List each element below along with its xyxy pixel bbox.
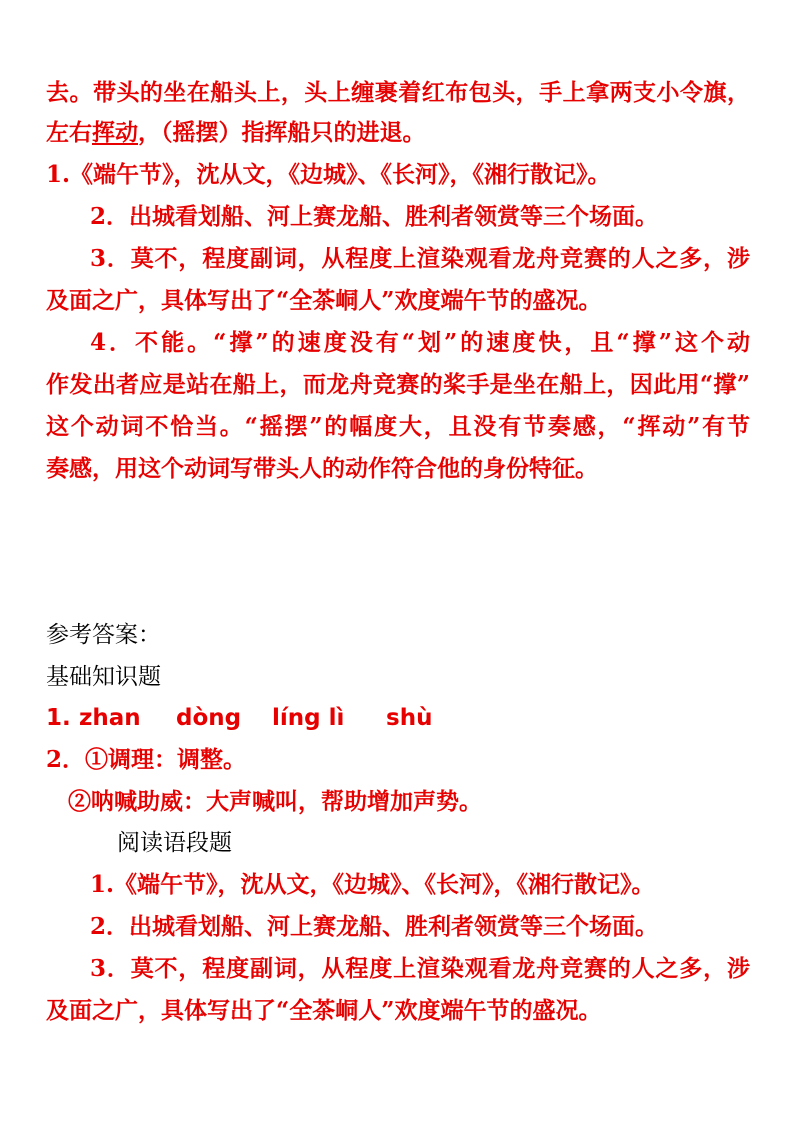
reading-answer-2: 2．出城看划船、河上赛龙船、胜利者领赏等三个场面。 <box>90 913 659 940</box>
underlined-word: 挥动 <box>92 119 138 146</box>
pinyin-word: shù <box>386 705 433 731</box>
text-fragment: 左右 <box>46 119 92 146</box>
answer-item-4-line: 这个动词不恰当。“摇摆”的幅度大，且没有节奏感，“挥动”有节 <box>46 413 750 440</box>
section-heading: 参考答案： <box>46 622 161 648</box>
answer-item-1: 1.《端午节》，沈从文，《边城》、《长河》，《湘行散记》。 <box>46 161 611 188</box>
answer-item-3-line: 及面之广，具体写出了“全茶峒人”欢度端午节的盛况。 <box>46 287 602 314</box>
reading-answer-3-line: 3．莫不，程度副词，从程度上渲染观看龙舟竞赛的人之多，涉 <box>90 955 750 982</box>
subsection-heading: 阅读语段题 <box>117 830 232 856</box>
text-line <box>46 118 426 148</box>
pinyin-word: líng lì <box>272 705 345 731</box>
text-line: 去。带头的坐在船头上，头上缠裹着红布包头，手上拿两支小令旗， <box>46 79 750 106</box>
answer-item-4-line: 4．不能。“撑”的速度没有“划”的速度快，且“撑”这个动 <box>90 329 750 356</box>
pinyin-word: dòng <box>176 705 242 731</box>
text-fragment: ，（摇摆）指挥船只的进退。 <box>138 119 426 146</box>
reading-answer-3-line: 及面之广，具体写出了“全茶峒人”欢度端午节的盛况。 <box>46 997 602 1024</box>
subsection-heading: 基础知识题 <box>46 664 161 690</box>
answer-item-4-line: 奏感，用这个动词写带头人的动作符合他的身份特征。 <box>46 455 598 482</box>
answer-item-2: 2．出城看划船、河上赛龙船、胜利者领赏等三个场面。 <box>90 203 659 230</box>
answer-item-3-line: 3．莫不，程度副词，从程度上渲染观看龙舟竞赛的人之多，涉 <box>90 245 750 272</box>
item-number: 1. <box>46 705 71 731</box>
answer-item-2: 2．①调理：调整。 <box>46 746 247 773</box>
pinyin-word: zhan <box>79 705 141 731</box>
answer-item-4-line: 作发出者应是站在船上，而龙舟竞赛的桨手是坐在船上，因此用“撑” <box>46 371 750 398</box>
reading-answer-1: 1.《端午节》，沈从文，《边城》、《长河》，《湘行散记》。 <box>90 871 655 898</box>
pinyin-answer <box>46 703 433 733</box>
answer-item-2-sub: ②呐喊助威：大声喊叫，帮助增加声势。 <box>68 788 482 815</box>
